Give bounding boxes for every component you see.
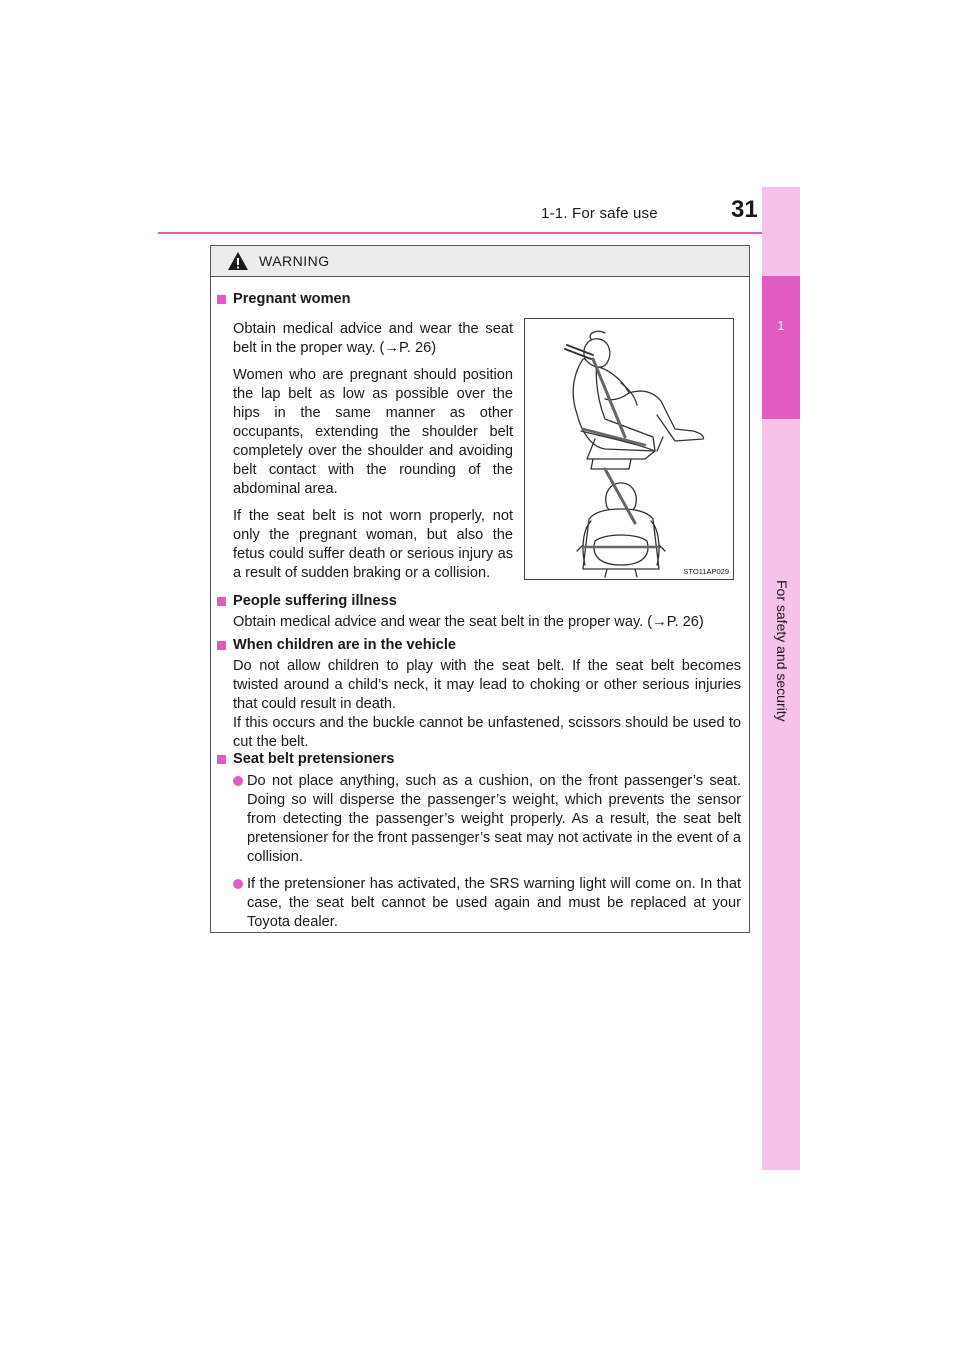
section-body: [217, 772, 741, 932]
seatbelt-drawing: [525, 319, 733, 579]
section-children-in-vehicle: [217, 636, 741, 752]
section-heading: Pregnant women: [217, 290, 741, 309]
square-bullet-icon: [217, 295, 226, 304]
paragraph: If this occurs and the buckle cannot be unfastened, scissors should be used to cut the belt.: [233, 715, 741, 750]
illustration-code: STO11AP029: [683, 567, 729, 576]
square-bullet-icon: [217, 597, 226, 606]
section-seat-belt-pretensioners: [217, 750, 741, 940]
warning-triangle-icon: [227, 251, 249, 271]
chapter-title: For safety and security: [774, 580, 790, 722]
square-bullet-icon: [217, 641, 226, 650]
bullet-item: If the pretensioner has activated, the SRS warning light will come on. In that case, the seat belt cannot be used again and must be replaced at your Toyota dealer.: [233, 875, 741, 932]
section-heading: Seat belt pretensioners: [217, 750, 741, 769]
page-number: 31: [731, 196, 758, 223]
round-bullet-icon: [233, 879, 243, 889]
section-people-suffering-illness: [217, 592, 741, 632]
section-body: [217, 613, 741, 632]
section-title: 1-1. For safe use: [541, 205, 658, 222]
section-heading: People suffering illness: [217, 592, 741, 611]
section-body: [217, 657, 741, 752]
section-heading: When children are in the vehicle: [217, 636, 741, 655]
warning-header: [211, 246, 749, 277]
section-body: [217, 320, 513, 583]
chapter-number: 1: [777, 318, 785, 333]
round-bullet-icon: [233, 776, 243, 786]
bullet-item: Do not place anything, such as a cushion, on the front passenger’s seat. Doing so will disperse the passenger’s weight, which prevents the sensor from detecting the passenger’s weight properly. As a result, the seat belt pretensioner for the front passenger’s seat may not activate in the event of a collision.: [233, 772, 741, 867]
paragraph: Obtain medical advice and wear the seat belt in the proper way. (→P. 26): [233, 614, 704, 630]
paragraph: Obtain medical advice and wear the seat belt in the proper way. (→P. 26): [233, 321, 513, 356]
paragraph: Do not allow children to play with the seat belt. If the seat belt becomes twisted around a child’s neck, it may lead to choking or other serious injuries that could result in death.: [233, 658, 741, 712]
warning-title: WARNING: [259, 253, 330, 269]
header-divider: [158, 232, 800, 234]
paragraph: Women who are pregnant should position the lap belt as low as possible over the hips in the same manner as other occupants, extending the shoulder belt completely over the shoulder and avoiding belt contact with the rounding of the abdominal area.: [233, 367, 513, 497]
square-bullet-icon: [217, 755, 226, 764]
paragraph: If the seat belt is not worn properly, not only the pregnant woman, but also the fetus could suffer death or serious injury as a result of sudden braking or a collision.: [233, 508, 513, 581]
chapter-tab-marker: [762, 276, 800, 419]
pregnant-woman-seatbelt-illustration: [524, 318, 734, 580]
